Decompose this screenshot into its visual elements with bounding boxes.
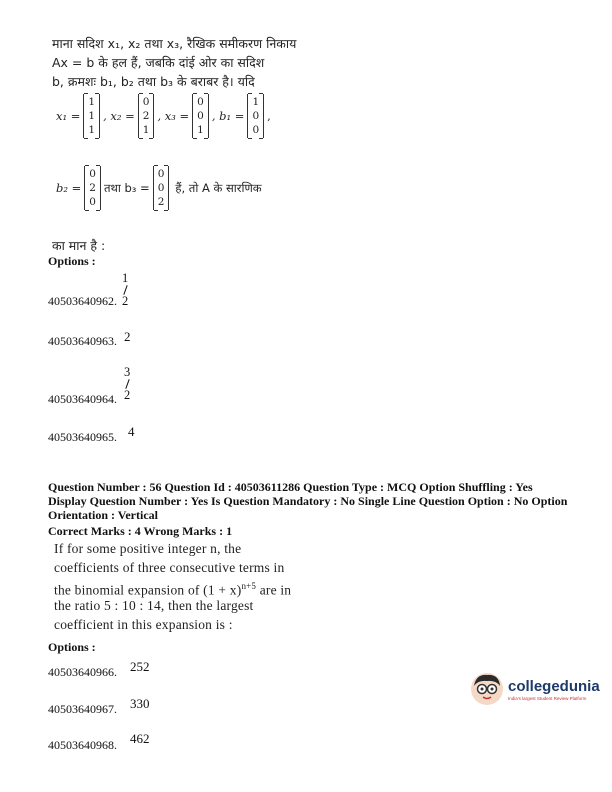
vector-entry: 2 <box>89 182 96 194</box>
vector-entry: 1 <box>88 110 96 122</box>
vector-entry: 0 <box>157 168 165 180</box>
marks-line: Correct Marks : 4 Wrong Marks : 1 <box>48 524 233 538</box>
vector-entry: 0 <box>89 168 96 180</box>
vector-entry: 1 <box>252 96 260 108</box>
x1-label: x₁ = <box>56 109 81 123</box>
vectors-row-1 <box>56 94 271 138</box>
vector-entry: 1 <box>142 124 150 136</box>
option-value: 462 <box>130 731 150 746</box>
vector-entry: 0 <box>142 96 150 108</box>
option-value: 4 <box>128 424 135 439</box>
x3-label: , x₃ = <box>157 109 190 123</box>
vector-entry: 1 <box>197 124 204 136</box>
option-id[interactable]: 40503640966. <box>48 665 117 679</box>
fraction-numerator: 1 <box>122 271 129 285</box>
b2-vector <box>84 166 101 210</box>
vector-entry: 2 <box>157 196 165 208</box>
x2-vector <box>138 94 155 138</box>
mascot-icon <box>470 672 504 706</box>
option-id[interactable]: 40503640964. <box>48 392 117 406</box>
x3-vector <box>192 94 209 138</box>
option-value: 330 <box>130 696 150 711</box>
collegedunia-logo <box>470 672 600 706</box>
question-text-line-1: माना सदिश x₁, x₂ तथा x₃, रैखिक समीकरण निकाय <box>52 36 297 51</box>
text-segment: are in <box>256 582 292 598</box>
option-value: 252 <box>130 659 150 674</box>
b3-label: तथा b₃ = <box>103 180 150 195</box>
b1-label: , b₁ = <box>211 109 245 123</box>
text-segment: the binomial expansion of (1 + x) <box>54 582 242 598</box>
vectors-row-2 <box>56 166 262 210</box>
option-id[interactable]: 40503640963. <box>48 334 117 348</box>
question-text-line-5: coefficient in this expansion is : <box>54 617 233 632</box>
x2-label: , x₂ = <box>103 109 135 123</box>
x1-vector <box>83 94 100 138</box>
question-text-line-2: coefficients of three consecutive terms in <box>54 560 285 575</box>
vector-entry: 1 <box>88 96 96 108</box>
b1-vector <box>247 94 264 138</box>
option-value: 2 <box>124 329 131 344</box>
vector-entry: 0 <box>252 110 260 122</box>
option-fraction <box>122 272 128 308</box>
logo-tagline: India's largest Student Review Platform <box>508 695 587 701</box>
b1-end: , <box>267 109 271 123</box>
question-text-line-3: b, क्रमशः b₁, b₂ तथा b₃ के बराबर है। यदि <box>52 74 255 89</box>
question-meta-line-1: Question Number : 56 Question Id : 40503611286 Question Type : MCQ Option Shuffling : Yes <box>48 480 533 494</box>
options-heading: Options : <box>48 640 96 654</box>
logo-name: collegedunia <box>508 677 600 695</box>
b2-label: b₂ = <box>56 181 82 195</box>
question-text-line-4: the ratio 5 : 10 : 14, then the largest <box>54 598 254 613</box>
vector-entry: 0 <box>252 124 260 136</box>
question-meta-line-3: Orientation : Vertical <box>48 508 158 522</box>
question-meta-line-2: Display Question Number : Yes Is Question Mandatory : No Single Line Question Option : No Option <box>48 494 568 508</box>
option-fraction <box>124 366 130 402</box>
vector-entry: 2 <box>142 110 150 122</box>
b3-end: हैं, तो A के सारणिक <box>175 180 262 195</box>
option-id[interactable]: 40503640967. <box>48 702 117 716</box>
logo-text <box>508 678 600 701</box>
option-id[interactable]: 40503640962. <box>48 294 117 308</box>
vector-entry: 1 <box>88 124 96 136</box>
options-heading: Options : <box>48 254 96 268</box>
vector-entry: 0 <box>89 196 96 208</box>
vector-entry: 0 <box>197 96 204 108</box>
question-text-line-1: If for some positive integer n, the <box>54 541 242 556</box>
question-text-end: का मान है : <box>52 238 106 253</box>
fraction-denominator: 2 <box>122 294 129 308</box>
question-text-line-2: Ax = b के हल हैं, जबकि दांई ओर का सदिश <box>52 55 265 70</box>
exponent: n+5 <box>241 581 257 591</box>
vector-entry: 0 <box>197 110 204 122</box>
fraction-denominator: 2 <box>124 388 131 402</box>
option-id[interactable]: 40503640968. <box>48 738 117 752</box>
fraction-numerator: 3 <box>124 365 131 379</box>
option-id[interactable]: 40503640965. <box>48 430 117 444</box>
b3-vector <box>153 166 170 210</box>
vector-entry: 0 <box>157 182 165 194</box>
